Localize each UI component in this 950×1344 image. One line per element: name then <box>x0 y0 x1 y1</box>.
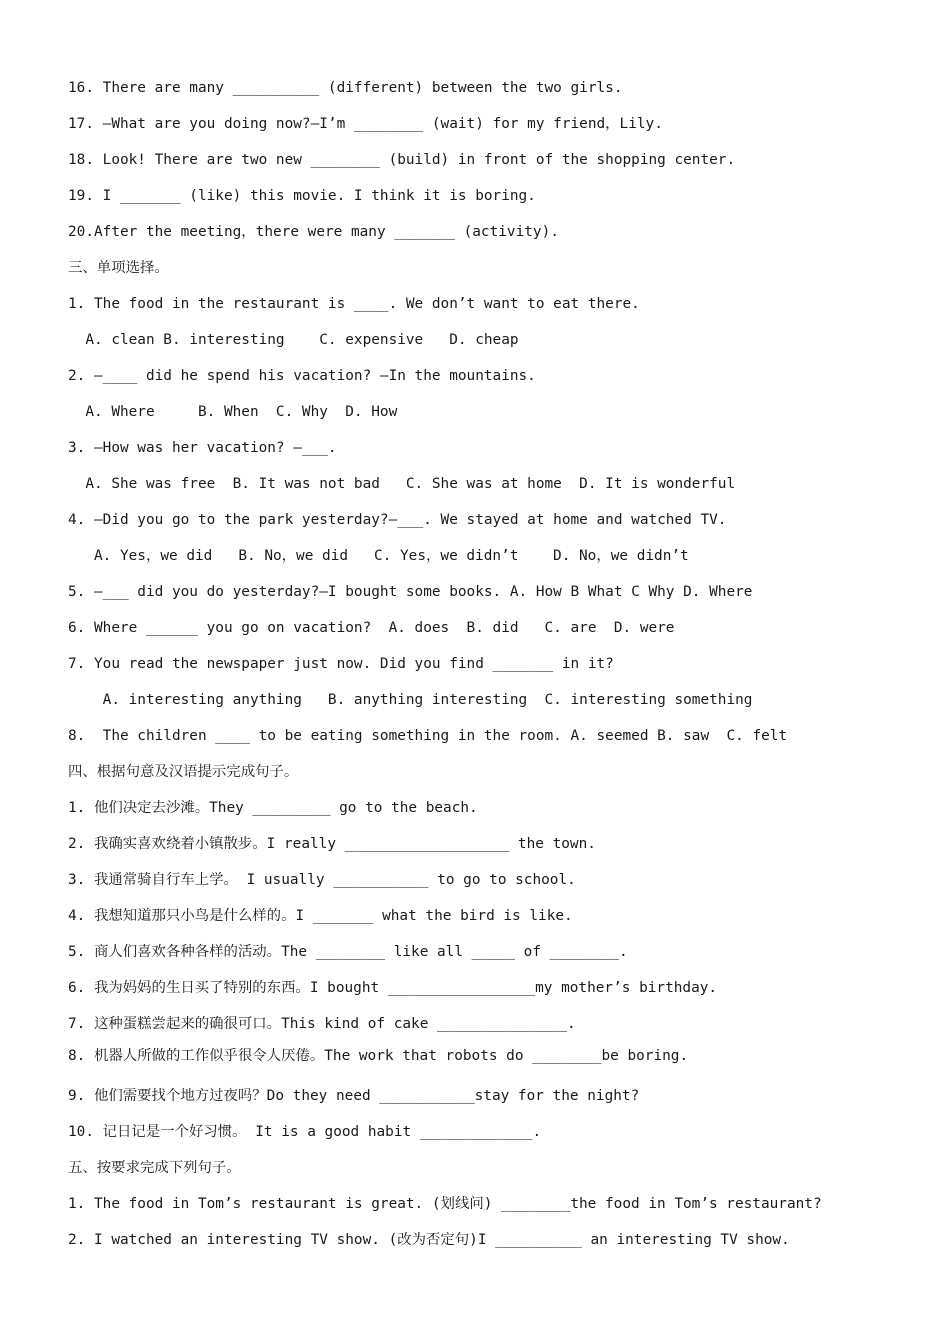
mc-question-3: 3. —How was her vacation? —___. <box>68 440 337 456</box>
question-16: 16. There are many __________ (different) between the two girls. <box>68 80 623 96</box>
translation-3: 3. 我通常骑自行车上学。 I usually ___________ to go to school. <box>68 872 576 888</box>
mc-options-2: A. Where B. When C. Why D. How <box>68 404 398 420</box>
translation-10: 10. 记日记是一个好习惯。 It is a good habit _____________. <box>68 1124 542 1140</box>
mc-question-7: 7. You read the newspaper just now. Did you find _______ in it? <box>68 656 614 672</box>
translation-6: 6. 我为妈妈的生日买了特别的东西。I bought _________________my mother’s birthday. <box>68 980 718 996</box>
translation-7: 7. 这种蛋糕尝起来的确很可口。This kind of cake _______________. <box>68 1016 576 1032</box>
section-3-heading: 三、单项选择。 <box>68 260 169 276</box>
translation-1: 1. 他们决定去沙滩。They _________ go to the beach. <box>68 800 478 816</box>
section-5-heading: 五、按要求完成下列句子。 <box>68 1160 241 1176</box>
translation-8: 8. 机器人所做的工作似乎很令人厌倦。The work that robots do ________be boring. <box>68 1048 689 1064</box>
question-20: 20.After the meeting，there were many _______ (activity). <box>68 224 559 240</box>
question-17: 17. —What are you doing now?—I’m ________ (wait) for my friend，Lily. <box>68 116 663 132</box>
translation-5: 5. 商人们喜欢各种各样的活动。The ________ like all _____ of ________. <box>68 944 628 960</box>
mc-question-1: 1. The food in the restaurant is ____. We don’t want to eat there. <box>68 296 640 312</box>
mc-question-2: 2. —____ did he spend his vacation? —In the mountains. <box>68 368 536 384</box>
transform-1: 1. The food in Tom’s restaurant is great. (划线问) ________the food in Tom’s restaurant? <box>68 1196 822 1212</box>
section-4-heading: 四、根据句意及汉语提示完成句子。 <box>68 764 299 780</box>
mc-options-4: A. Yes，we did B. No，we did C. Yes，we didn’t D. No，we didn’t <box>68 548 689 564</box>
mc-options-3: A. She was free B. It was not bad C. She was at home D. It is wonderful <box>68 476 736 492</box>
question-18: 18. Look! There are two new ________ (build) in front of the shopping center. <box>68 152 736 168</box>
translation-4: 4. 我想知道那只小鸟是什么样的。I _______ what the bird is like. <box>68 908 573 924</box>
mc-question-8: 8. The children ____ to be eating something in the room. A. seemed B. saw C. felt <box>68 728 788 744</box>
translation-9: 9. 他们需要找个地方过夜吗？Do they need ___________stay for the night? <box>68 1088 640 1104</box>
question-19: 19. I _______ (like) this movie. I think it is boring. <box>68 188 536 204</box>
mc-options-7: A. interesting anything B. anything interesting C. interesting something <box>68 692 753 708</box>
transform-2: 2. I watched an interesting TV show. (改为否定句)I __________ an interesting TV show. <box>68 1232 790 1248</box>
mc-question-6: 6. Where ______ you go on vacation? A. does B. did C. are D. were <box>68 620 675 636</box>
mc-options-1: A. clean B. interesting C. expensive D. cheap <box>68 332 519 348</box>
mc-question-5: 5. —___ did you do yesterday?—I bought some books. A. How B What C Why D. Where <box>68 584 753 600</box>
translation-2: 2. 我确实喜欢绕着小镇散步。I really ___________________ the town. <box>68 836 596 852</box>
mc-question-4: 4. —Did you go to the park yesterday?—___. We stayed at home and watched TV. <box>68 512 727 528</box>
